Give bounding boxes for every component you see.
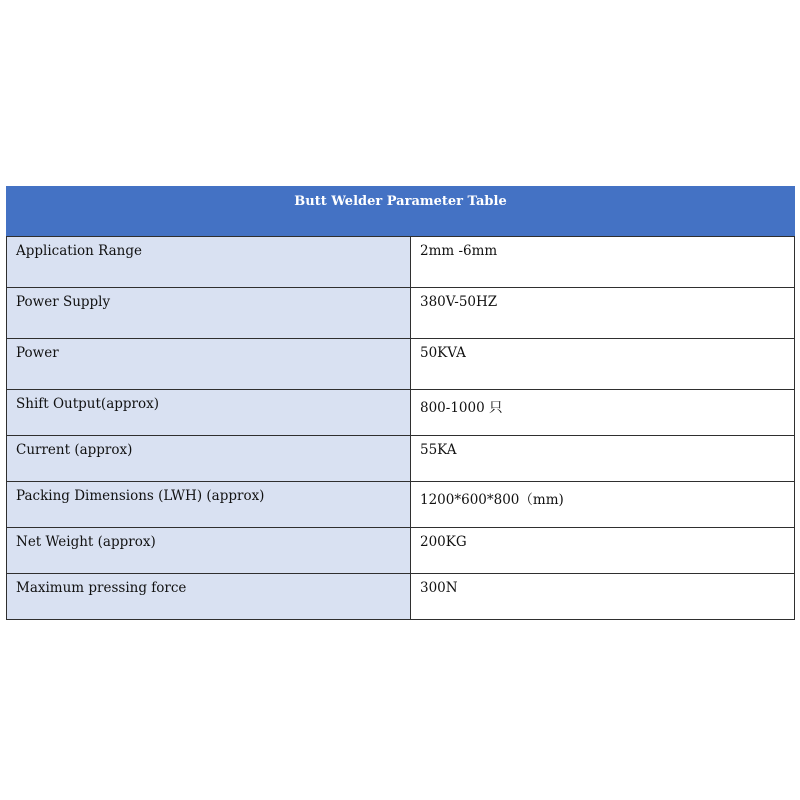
table-row — [7, 237, 795, 288]
row-value-current: 55KA — [411, 436, 795, 482]
table-row — [7, 574, 795, 620]
row-label-power-supply: Power Supply — [7, 288, 411, 339]
row-label-maximum-pressing-force: Maximum pressing force — [7, 574, 411, 620]
row-label-current: Current (approx) — [7, 436, 411, 482]
row-value-power-supply: 380V-50HZ — [411, 288, 795, 339]
row-label-application-range: Application Range — [7, 237, 411, 288]
row-value-power: 50KVA — [411, 339, 795, 390]
table-header-row — [7, 187, 795, 237]
table-row — [7, 528, 795, 574]
row-label-power: Power — [7, 339, 411, 390]
row-value-net-weight: 200KG — [411, 528, 795, 574]
parameter-table — [6, 186, 795, 620]
table-row — [7, 436, 795, 482]
table-row — [7, 339, 795, 390]
table-title: Butt Welder Parameter Table — [7, 187, 795, 237]
table-row — [7, 390, 795, 436]
table-row — [7, 288, 795, 339]
row-label-shift-output: Shift Output(approx) — [7, 390, 411, 436]
row-label-packing-dimensions: Packing Dimensions (LWH) (approx) — [7, 482, 411, 528]
row-value-maximum-pressing-force: 300N — [411, 574, 795, 620]
row-value-application-range: 2mm -6mm — [411, 237, 795, 288]
row-value-shift-output: 800-1000 只 — [411, 390, 795, 436]
row-value-packing-dimensions: 1200*600*800（mm) — [411, 482, 795, 528]
row-label-net-weight: Net Weight (approx) — [7, 528, 411, 574]
table-row — [7, 482, 795, 528]
